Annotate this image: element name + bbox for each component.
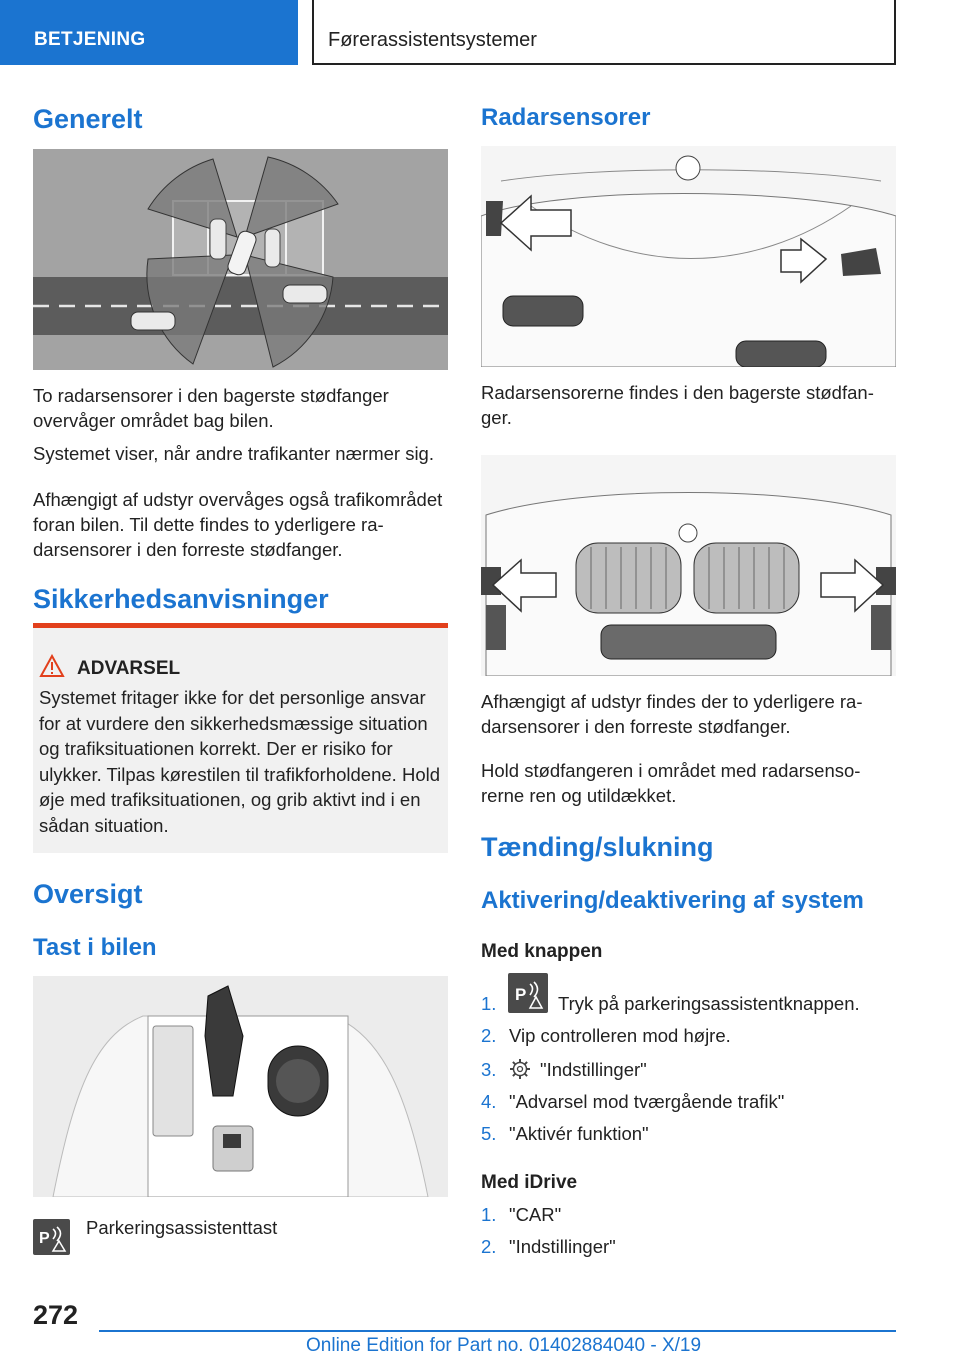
heading-aktivering: Aktivering/deaktivering af system xyxy=(481,887,864,914)
heading-sikkerhedsanvisninger: Sikkerhedsanvisninger xyxy=(33,584,329,614)
paragraph-front-sensors: Afhængigt af udstyr overvåges også trafikområdet foran bilen. Til dette findes to yderligere radarsensorer i den forreste stødfanger. xyxy=(33,489,443,560)
warning-text: Systemet fritager ikke for det personlige ansvar for at vurdere den sikkerhedsmæssige situation og trafiksituationen korrekt. Der er risiko for ulykker. Tilpas kørestilen til trafikforholdene. Hold øje med trafiksituationen, og grib aktivt ind i en sådan situation. xyxy=(39,687,441,836)
header-section-tab xyxy=(0,0,298,65)
step-1-text: Tryk på parkeringsassistentknappen. xyxy=(558,993,860,1014)
paragraph-keep-clean: Hold stødfangeren i området med radarsensorerne ren og utildækket. xyxy=(481,760,861,806)
svg-text:P: P xyxy=(515,985,527,1004)
figure-radar-coverage xyxy=(33,149,448,370)
warning-title: ADVARSEL xyxy=(77,658,181,679)
caption-parking-button: Parkeringsassistenttast xyxy=(86,1217,278,1238)
paragraph-rear-sensors: To radarsensorer i den bagerste stødfanger overvåger området bag bilen. xyxy=(33,385,389,431)
heading-taending-slukning: Tænding/slukning xyxy=(481,832,714,862)
heading-generelt: Generelt xyxy=(33,104,143,134)
warning-triangle-icon xyxy=(39,654,65,683)
paragraph-rear-location: Radarsensorerne findes i den bagerste stødfanger. xyxy=(481,382,874,428)
heading-radarsensorer: Radarsensorer xyxy=(481,104,651,131)
paragraph-front-optional: Afhængigt af udstyr findes der to yderligere radarsensorer i den forreste stødfanger. xyxy=(481,691,863,737)
heading-med-knappen: Med knappen xyxy=(481,941,603,962)
heading-med-idrive: Med iDrive xyxy=(481,1172,578,1193)
heading-tast-i-bilen: Tast i bilen xyxy=(33,934,157,961)
page-number: 272 xyxy=(33,1300,79,1330)
header-section-label: BETJENING xyxy=(34,29,146,50)
figure-rear-bumper xyxy=(481,146,896,367)
gear-icon xyxy=(509,1058,531,1085)
heading-oversigt: Oversigt xyxy=(33,879,143,909)
parking-assistant-icon xyxy=(33,1219,70,1255)
step-3-text: "Indstillinger" xyxy=(540,1059,647,1080)
figure-center-console xyxy=(33,976,448,1197)
figure-front-bumper xyxy=(481,455,896,676)
svg-text:P: P xyxy=(39,1230,50,1247)
parking-assistant-icon xyxy=(508,973,548,1013)
footer-divider xyxy=(99,1330,896,1332)
header-chapter-box xyxy=(312,0,896,65)
footer-edition: Online Edition for Part no. 01402884040 - X/19 xyxy=(306,1335,702,1356)
header-chapter-label: Førerassistentsystemer xyxy=(328,29,537,51)
warning-box xyxy=(33,623,448,853)
paragraph-system-shows: Systemet viser, når andre trafikanter nærmer sig. xyxy=(33,443,434,464)
